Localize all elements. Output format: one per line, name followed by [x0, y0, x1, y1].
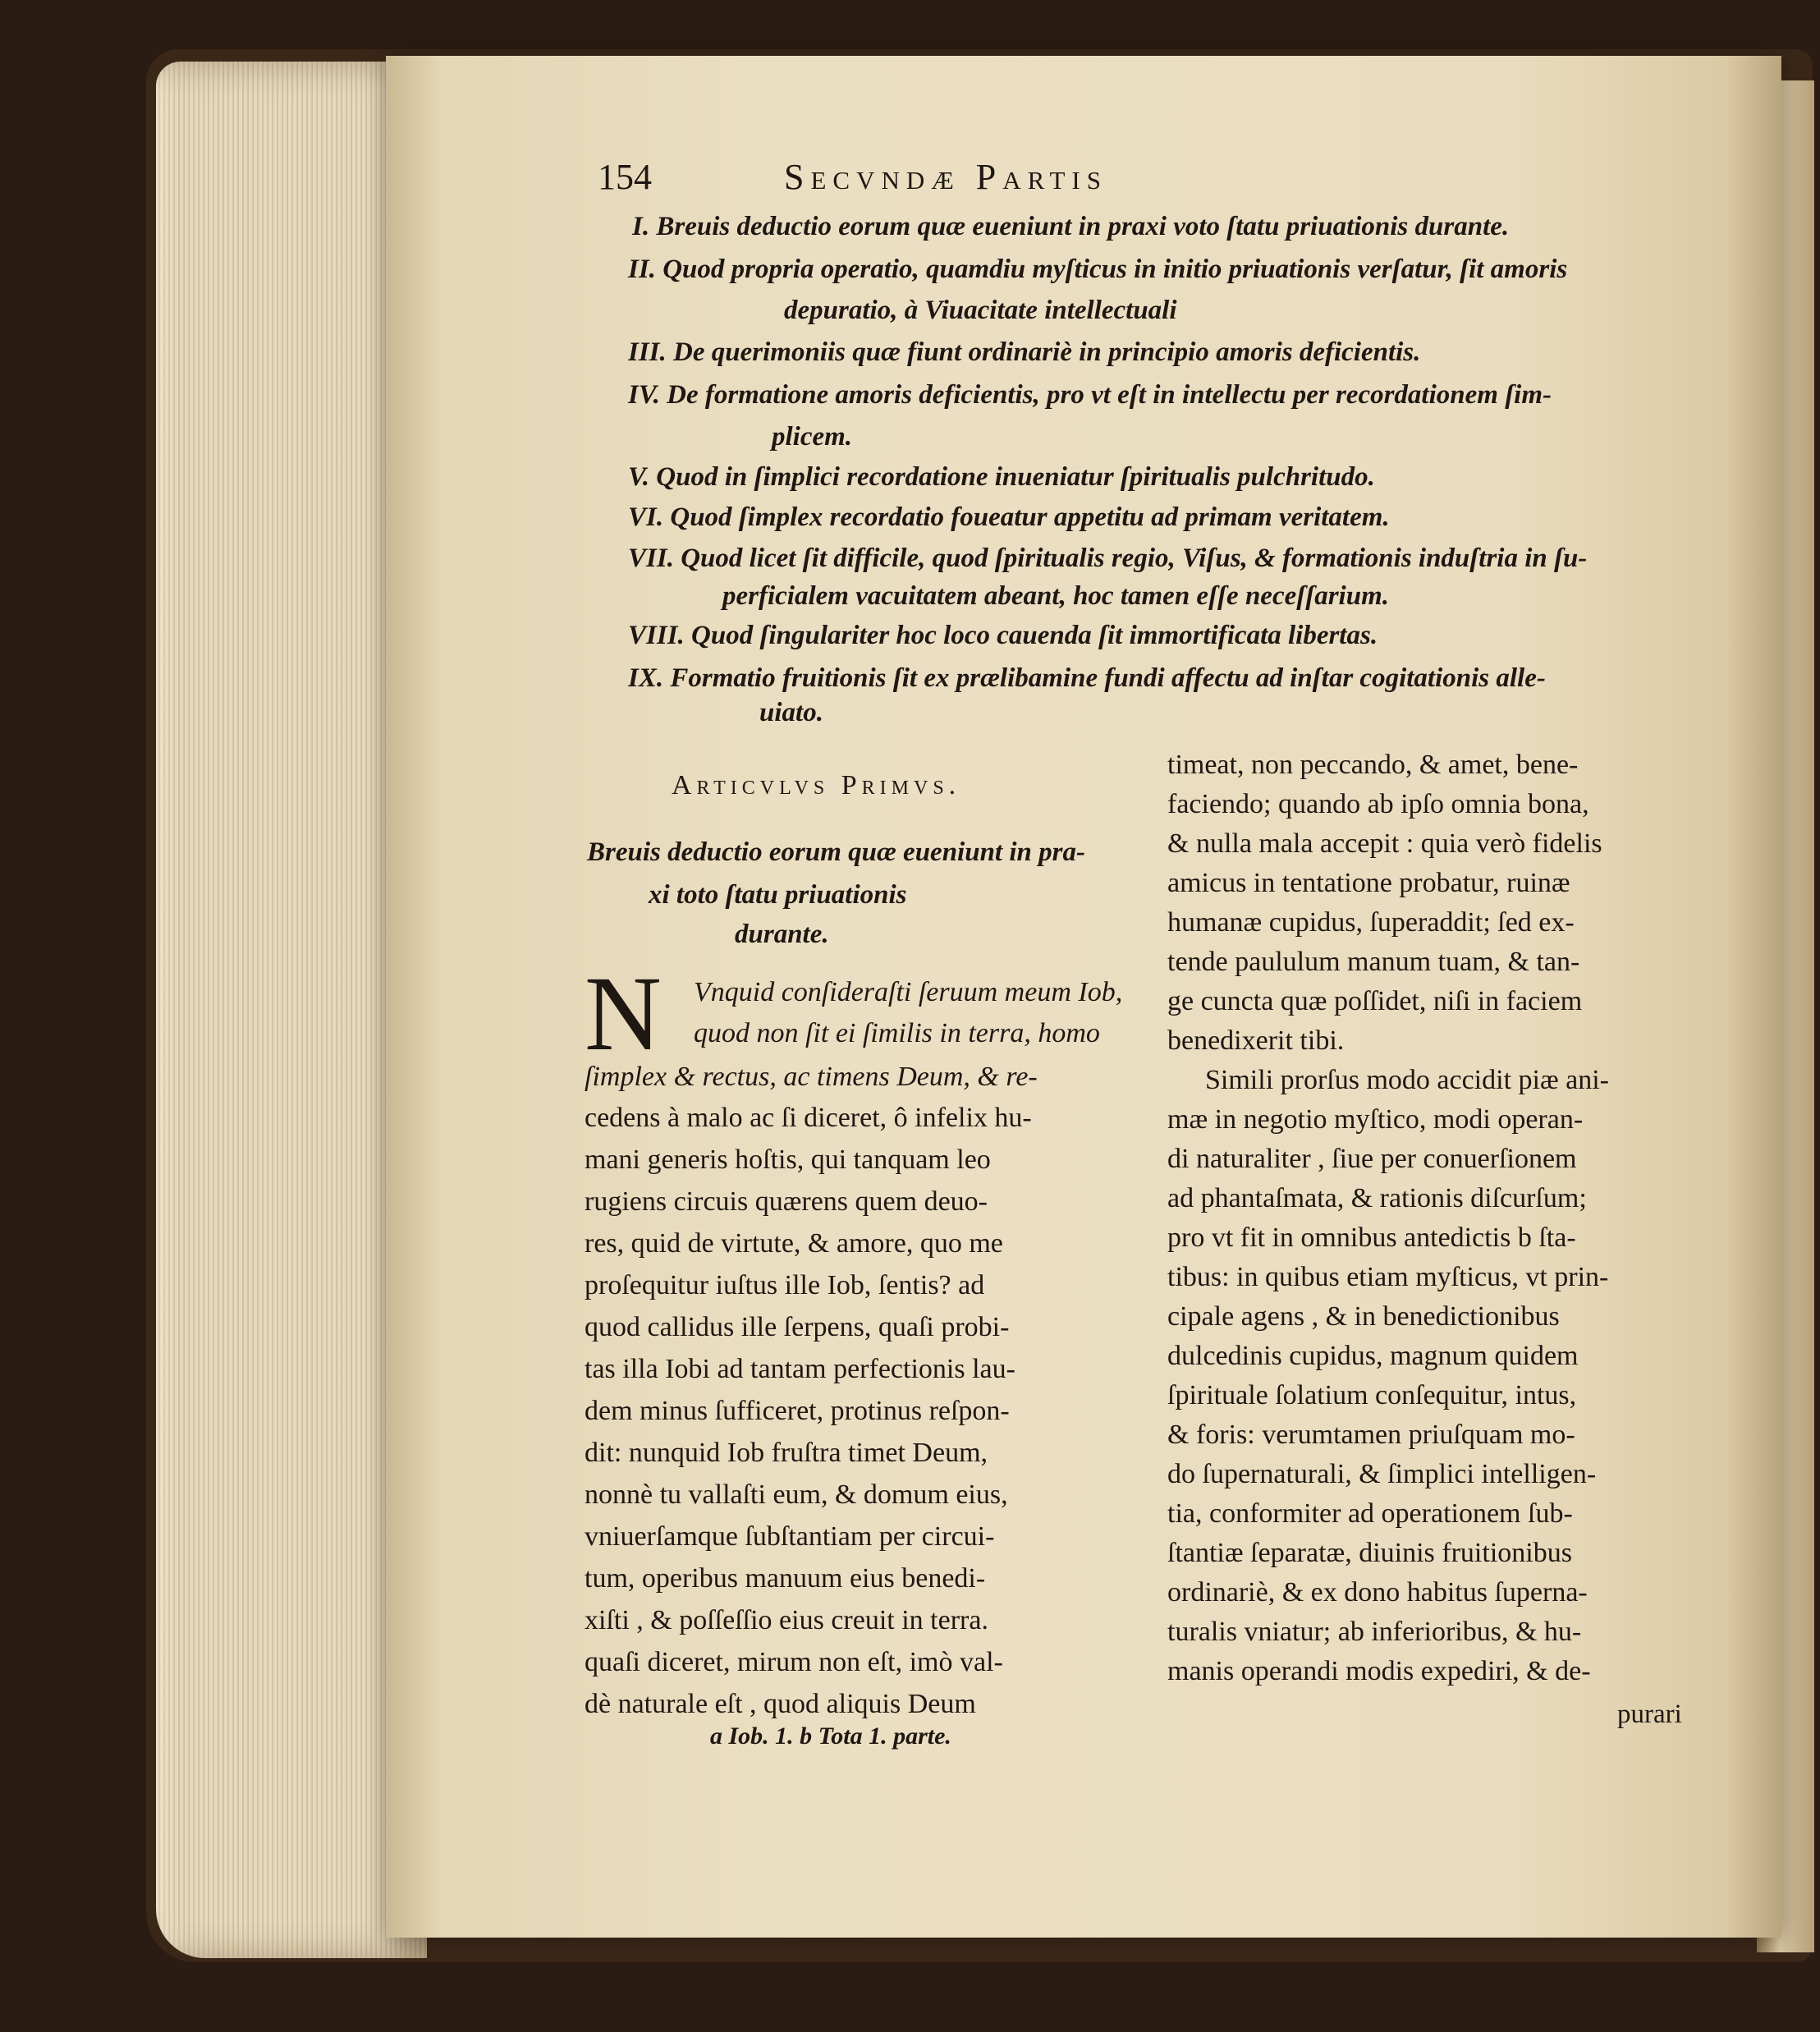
left-column-line: Vnquid conſideraſti ſeruum meum Iob, [694, 977, 1123, 1007]
left-column-line: dè naturale eſt , quod aliquis Deum [585, 1689, 976, 1719]
catchword: purari [1617, 1699, 1682, 1729]
summary-line: perficialem vacuitatem abeant, hoc tamen eſſe neceſſarium. [722, 581, 1389, 611]
right-column-line: humanæ cupidus, ſuperaddit; ſed ex- [1167, 907, 1575, 938]
right-column-line: do ſupernaturali, & ſimplici intelligen- [1167, 1459, 1597, 1489]
right-column-line: ſtantiæ ſeparatæ, diuinis fruitionibus [1167, 1538, 1572, 1568]
left-column-line: tas illa Iobi ad tantam perfectionis lau- [585, 1354, 1015, 1384]
right-column-line: ſpirituale ſolatium conſequitur, intus, [1167, 1380, 1577, 1410]
right-column-line: benedixerit tibi. [1167, 1025, 1345, 1056]
summary-line: II. Quod propria operatio, quamdiu myſticus in initio priuationis verſatur, ſit amoris [628, 255, 1568, 284]
right-column-line: turalis vniatur; ab inferioribus, & hu- [1167, 1617, 1582, 1647]
summary-line: III. De querimoniis quæ fiunt ordinariè in principio amoris deficientis. [628, 337, 1421, 367]
left-column-line: xiſti , & poſſeſſio eius creuit in terra. [585, 1605, 988, 1635]
footnote: a Iob. 1. b Tota 1. parte. [710, 1722, 951, 1750]
right-column-line: & nulla mala accepit : quia verò fidelis [1167, 828, 1602, 859]
right-column-line: di naturaliter , ſiue per conuerſionem [1167, 1144, 1577, 1174]
right-column-line: faciendo; quando ab ipſo omnia bona, [1167, 789, 1589, 819]
summary-line: V. Quod in ſimplici recordatione inueniatur ſpiritualis pulchritudo. [628, 462, 1375, 492]
right-column-line: & foris: verumtamen priuſquam mo- [1167, 1420, 1575, 1450]
left-column-line: res, quid de virtute, & amore, quo me [585, 1228, 1003, 1259]
left-column-line: rugiens circuis quærens quem deuo- [585, 1186, 988, 1217]
right-column-line: pro vt fit in omnibus antedictis b ſta- [1167, 1222, 1576, 1253]
drop-cap: N [585, 955, 662, 1073]
right-column-line: ad phantaſmata, & rationis diſcurſum; [1167, 1183, 1587, 1213]
left-column-line: quod non ſit ei ſimilis in terra, homo [694, 1018, 1100, 1048]
right-column-line: cipale agens , & in benedictionibus [1167, 1301, 1560, 1332]
article-subheading-line: durante. [735, 920, 829, 949]
left-column-line: quod callidus ille ſerpens, quaſi probi- [585, 1312, 1010, 1342]
article-heading: Articvlvs Primvs. [672, 770, 961, 800]
left-column-line: nonnè tu vallaſti eum, & domum eius, [585, 1479, 1008, 1510]
right-column-line: timeat, non peccando, & amet, bene- [1167, 750, 1579, 780]
right-column-line: ordinariè, & ex dono habitus ſuperna- [1167, 1577, 1588, 1608]
summary-line: uiato. [759, 698, 823, 727]
summary-line: VII. Quod licet ſit difficile, quod ſpiritualis regio, Viſus, & formationis induſtria in ſu- [628, 544, 1588, 573]
summary-line: I. Breuis deductio eorum quæ eueniunt in praxi voto ſtatu priuationis durante. [632, 212, 1510, 241]
right-column-line: mæ in negotio myſtico, modi operan- [1167, 1104, 1584, 1135]
article-subheading-line: Breuis deductio eorum quæ eueniunt in pra- [587, 837, 1085, 867]
running-head: Secvndæ Partis [784, 157, 1107, 197]
left-column-line: dem minus ſufficeret, protinus reſpon- [585, 1396, 1010, 1426]
page-number: 154 [598, 157, 652, 197]
summary-line: IX. Formatio fruitionis ſit ex prælibamine fundi affectu ad inſtar cogitationis alle- [628, 663, 1546, 693]
summary-line: depuratio, à Viuacitate intellectuali [784, 296, 1177, 325]
right-column-line: dulcedinis cupidus, magnum quidem [1167, 1341, 1579, 1371]
summary-line: VIII. Quod ſingulariter hoc loco cauenda ſit immortificata libertas. [628, 621, 1378, 650]
left-column-line: ſimplex & rectus, ac timens Deum, & re- [585, 1062, 1038, 1092]
left-column-line: vniuerſamque ſubſtantiam per circui- [585, 1521, 995, 1552]
summary-line: VI. Quod ſimplex recordatio foueatur appetitu ad primam veritatem. [628, 502, 1390, 532]
left-column-line: cedens à malo ac ſi diceret, ô infelix hu- [585, 1103, 1032, 1133]
article-subheading-line: xi toto ſtatu priuationis [649, 880, 907, 910]
right-column-line: ge cuncta quæ poſſidet, niſi in faciem [1167, 986, 1583, 1016]
left-column-line: mani generis hoſtis, qui tanquam leo [585, 1144, 991, 1175]
right-column-line: Simili prorſus modo accidit piæ ani- [1205, 1065, 1610, 1095]
left-column-line: dit: nunquid Iob fruſtra timet Deum, [585, 1438, 988, 1468]
summary-line: IV. De formatione amoris deficientis, pro vt eſt in intellectu per recordationem ſim- [628, 380, 1552, 410]
right-column-line: tibus: in quibus etiam myſticus, vt prin- [1167, 1262, 1609, 1292]
left-column-line: tum, operibus manuum eius benedi- [585, 1563, 986, 1594]
right-column-line: tia, conformiter ad operationem ſub- [1167, 1498, 1573, 1529]
left-column-line: proſequitur iuſtus ille Iob, ſentis? ad [585, 1270, 985, 1300]
summary-line: plicem. [772, 422, 853, 452]
right-column-line: tende paululum manum tuam, & tan- [1167, 947, 1580, 977]
left-column-line: quaſi diceret, mirum non eſt, imò val- [585, 1647, 1003, 1677]
right-column-line: manis operandi modis expediri, & de- [1167, 1656, 1591, 1686]
right-column-line: amicus in tentatione probatur, ruinæ [1167, 868, 1570, 898]
